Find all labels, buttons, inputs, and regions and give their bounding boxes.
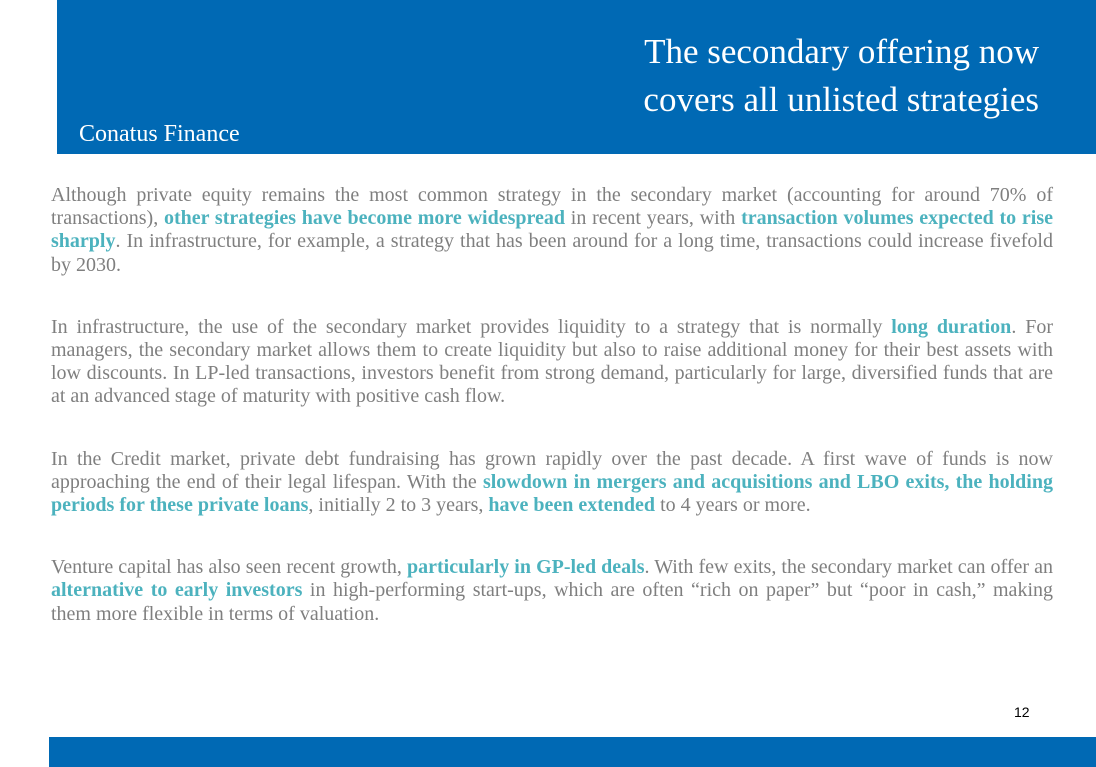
highlight-text: long duration [891,315,1012,338]
paragraph-text: . For managers, the secondary market allows them to create liquidity but also to raise additional money for their best assets with low discounts. In LP-led transactions, investors benefit from strong demand, particularly for large, diversified funds that are at an advanced stage of maturity with positive cash flow. [51,315,1053,408]
slide-title-line-1: The secondary offering now [644,32,1039,71]
paragraph-text: in recent years, with [565,207,742,230]
paragraph-text: Although private equity remains the most common strategy in the secondary market (accounting for around 70% of transactions), [51,184,1053,230]
highlight-text: other strategies have become more widespread [163,207,565,230]
page-number: 12 [1014,704,1030,720]
paragraph-text: Venture capital has also seen recent growth, [51,556,408,579]
header-banner [57,0,1096,154]
paragraph-private-equity [51,184,1053,277]
paragraph-text: . In infrastructure, for example, a strategy that has been around for a long time, transactions could increase fivefold by 2030. [51,230,1053,276]
paragraph-infrastructure [51,316,1053,409]
paragraph-text: to 4 years or more. [655,494,811,517]
paragraph-credit [51,448,1053,518]
paragraph-venture-capital [51,556,1053,626]
paragraph-text: In the Credit market, private debt fundraising has grown rapidly over the past decade. A first wave of funds is now approaching the end of their legal lifespan. With the [51,447,1053,493]
paragraph-text: , initially 2 to 3 years, [308,494,489,517]
slide-title [479,28,1039,124]
paragraph-text: . With few exits, the secondary market can offer an [644,556,1054,579]
highlight-text: alternative to early investors [51,579,303,602]
highlight-text: transaction volumes expected to rise sharply [51,207,1054,253]
footer-bar [49,737,1096,767]
highlight-text: particularly in GP-led deals [407,556,645,579]
highlight-text: slowdown in mergers and acquisitions and LBO exits, the holding periods for these private loans [51,470,1053,517]
paragraph-text: In infrastructure, the use of the secondary market provides liquidity to a strategy that is normally [51,315,892,338]
body-content [51,184,1053,665]
slide-title-line-2: covers all unlisted strategies [643,80,1039,119]
highlight-text: have been extended [488,494,656,517]
paragraph-text: in high-performing start-ups, which are often “rich on paper” but “poor in cash,” making them more flexible in terms of valuation. [51,579,1053,625]
brand-name: Conatus Finance [79,121,240,147]
